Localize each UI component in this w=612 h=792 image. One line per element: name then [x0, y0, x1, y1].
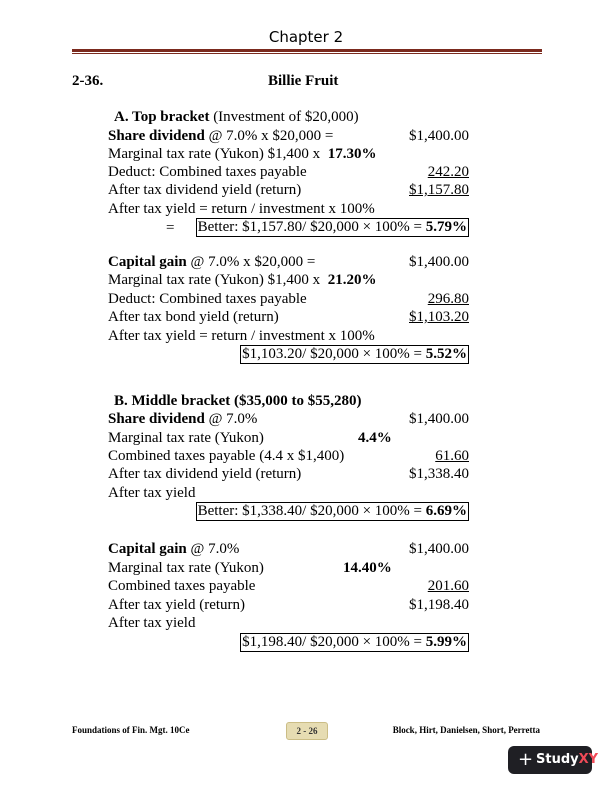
a-dividend-formula: After tax yield = return / investment x 100% — [108, 201, 375, 217]
a-dividend-label — [108, 127, 333, 145]
a-dividend-marginal-rate: 17.30% — [327, 146, 377, 162]
studyxy-badge[interactable] — [508, 746, 599, 774]
b-dividend-combined-amount: 61.60 — [435, 448, 469, 464]
b-dividend-label — [108, 410, 257, 428]
a-capital-marginal-text: Marginal tax rate (Yukon) $1,400 x — [108, 272, 321, 288]
a-dividend-result-prefix: = — [166, 220, 175, 236]
badge-label — [536, 746, 598, 774]
b-capital-marginal-text: Marginal tax rate (Yukon) — [108, 560, 264, 576]
section-a-heading-bold: A. Top bracket — [114, 109, 210, 125]
section-a-heading — [114, 108, 359, 126]
a-dividend-result-box — [196, 218, 469, 237]
section-a-heading-rest: (Investment of $20,000) — [209, 109, 359, 125]
a-capital-label-rest: @ 7.0% x $20,000 = — [186, 254, 316, 270]
a-capital-result-box — [240, 345, 469, 364]
b-capital-after-amount: $1,198.40 — [409, 597, 469, 613]
b-capital-label — [108, 540, 239, 558]
section-b-heading: B. Middle bracket ($35,000 to $55,280) — [114, 393, 362, 409]
b-dividend-after-label: After tax dividend yield (return) — [108, 466, 302, 482]
b-capital-after-label: After tax yield (return) — [108, 597, 246, 613]
b-dividend-yield-label: After tax yield — [108, 485, 196, 501]
b-dividend-result-box — [196, 502, 469, 521]
badge-label-accent: XY — [578, 752, 599, 767]
problem-title: Billie Fruit — [268, 73, 339, 89]
b-dividend-label-bold: Share dividend — [108, 411, 205, 427]
a-dividend-after-label: After tax dividend yield (return) — [108, 182, 302, 198]
a-dividend-result-value: 5.79% — [425, 219, 467, 235]
header-rule — [72, 49, 542, 52]
a-capital-amount: $1,400.00 — [409, 254, 469, 270]
a-dividend-amount: $1,400.00 — [409, 128, 469, 144]
b-capital-label-rest: @ 7.0% — [186, 541, 240, 557]
a-dividend-label-bold: Share dividend — [108, 128, 205, 144]
a-capital-label — [108, 253, 315, 271]
b-dividend-combined-label: Combined taxes payable (4.4 x $1,400) — [108, 448, 345, 464]
a-capital-result-value: 5.52% — [425, 346, 467, 362]
a-capital-marginal — [108, 271, 376, 289]
a-dividend-marginal-text: Marginal tax rate (Yukon) $1,400 x — [108, 146, 321, 162]
a-dividend-deduct-label: Deduct: Combined taxes payable — [108, 164, 307, 180]
problem-number: 2-36. — [72, 73, 104, 89]
a-capital-label-bold: Capital gain — [108, 254, 187, 270]
a-capital-deduct-amount: 296.80 — [427, 291, 469, 307]
a-dividend-result-text: Better: $1,157.80/ $20,000 × 100% = — [197, 219, 426, 235]
b-capital-result-value: 5.99% — [425, 634, 467, 650]
page-number: 2 - 26 — [286, 722, 328, 740]
badge-label-main: Study — [536, 752, 579, 767]
b-capital-label-bold: Capital gain — [108, 541, 187, 557]
chapter-header: Chapter 2 — [268, 28, 344, 46]
b-capital-combined-label: Combined taxes payable — [108, 578, 256, 594]
b-capital-combined-amount: 201.60 — [427, 578, 469, 594]
b-capital-result-text: $1,198.40/ $20,000 × 100% = — [242, 634, 426, 650]
a-dividend-marginal — [108, 145, 376, 163]
b-capital-result-box — [240, 633, 469, 652]
a-dividend-label-rest: @ 7.0% x $20,000 = — [204, 128, 334, 144]
b-capital-amount: $1,400.00 — [409, 541, 469, 557]
b-dividend-label-rest: @ 7.0% — [204, 411, 258, 427]
b-dividend-result-text: Better: $1,338.40/ $20,000 × 100% = — [197, 503, 426, 519]
a-capital-result-text: $1,103.20/ $20,000 × 100% = — [242, 346, 426, 362]
a-capital-after-amount: $1,103.20 — [409, 309, 469, 325]
header-rule-thin — [72, 53, 542, 54]
a-capital-deduct-label: Deduct: Combined taxes payable — [108, 291, 307, 307]
b-dividend-amount: $1,400.00 — [409, 411, 469, 427]
a-dividend-after-amount: $1,157.80 — [409, 182, 469, 198]
b-dividend-marginal-text: Marginal tax rate (Yukon) — [108, 430, 264, 446]
a-capital-marginal-rate: 21.20% — [327, 272, 377, 288]
b-dividend-after-amount: $1,338.40 — [409, 466, 469, 482]
b-dividend-marginal-rate: 4.4% — [358, 430, 392, 446]
a-capital-after-label: After tax bond yield (return) — [108, 309, 279, 325]
a-dividend-deduct-amount: 242.20 — [427, 164, 469, 180]
a-capital-formula: After tax yield = return / investment x 100% — [108, 328, 375, 344]
plus-icon: + — [518, 749, 534, 770]
b-dividend-result-value: 6.69% — [425, 503, 467, 519]
b-capital-yield-label: After tax yield — [108, 615, 196, 631]
footer-left: Foundations of Fin. Mgt. 10Ce — [72, 725, 190, 735]
footer-right: Block, Hirt, Danielsen, Short, Perretta — [392, 725, 540, 735]
b-capital-marginal-rate: 14.40% — [343, 560, 392, 576]
